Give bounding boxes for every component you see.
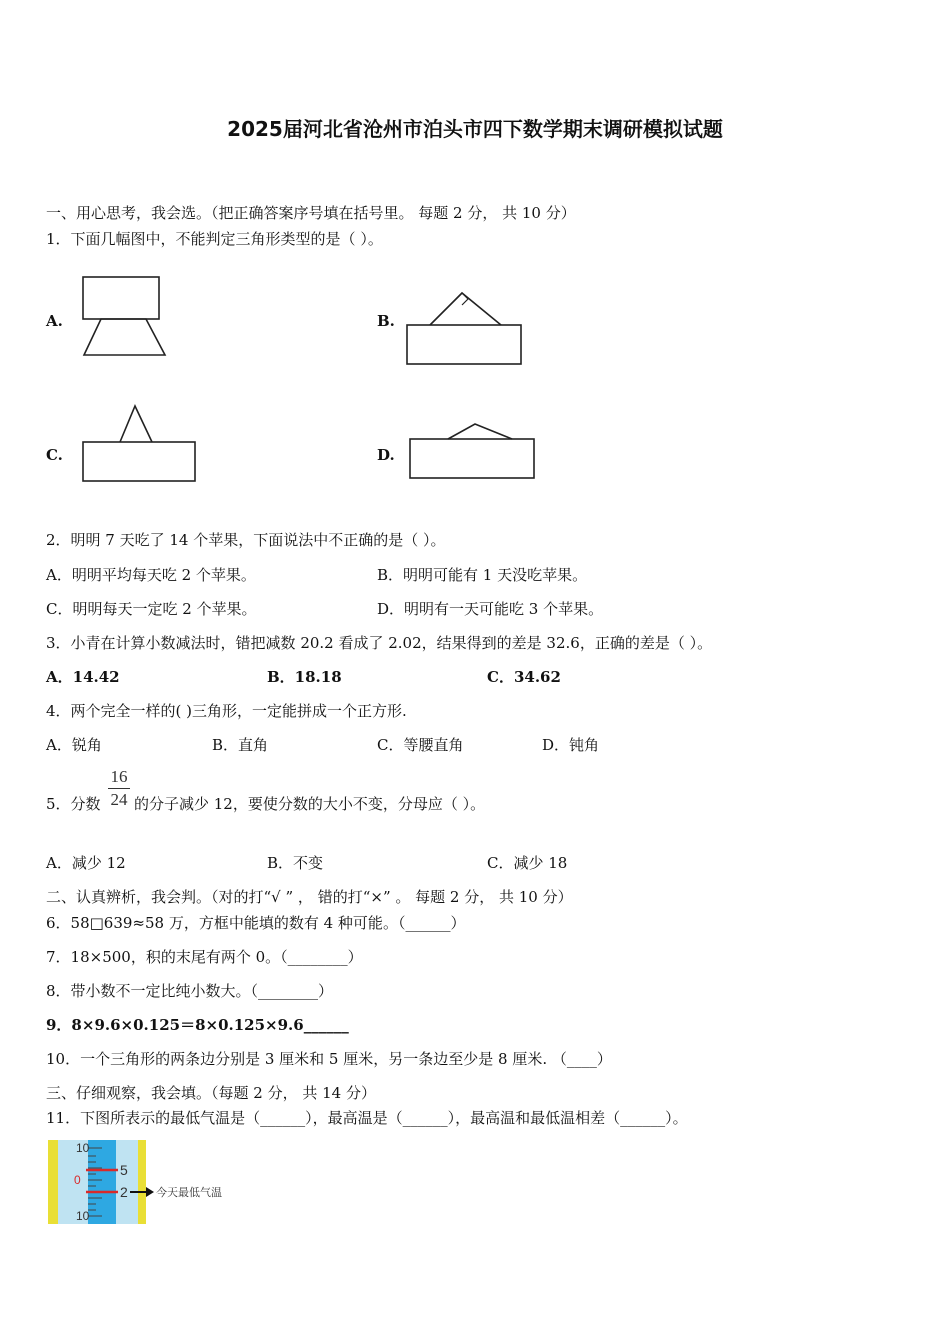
thermo-right-strip — [138, 1140, 146, 1224]
q3-option-c: C．34.62 — [487, 668, 561, 686]
q2-option-c: C．明明每天一定吃 2 个苹果。 — [46, 600, 257, 618]
question-8: 8．带小数不一定比纯小数大。（________） — [46, 982, 334, 1000]
question-11-stem: 11．下图所表示的最低气温是（______），最高温是（______），最高温和最低温相差（______）。 — [46, 1109, 688, 1127]
page-title: 2025届河北省沧州市泊头市四下数学期末调研模拟试题 — [227, 117, 723, 141]
fraction-16-24 — [108, 767, 130, 810]
question-3-stem: 3．小青在计算小数减法时，错把减数 20.2 看成了 2.02，结果得到的差是 32.6，正确的差是（ ）。 — [46, 634, 713, 652]
thermo-caption: 今天最低气温 — [156, 1186, 222, 1199]
thermometer-figure — [46, 1140, 236, 1224]
thermo-tube — [88, 1140, 116, 1224]
thermo-bottom-label: 10 — [76, 1209, 90, 1223]
question-6: 6．58□639≈58 万，方框中能填的数有 4 种可能。（______） — [46, 914, 466, 932]
q2-option-a: A．明明平均每天吃 2 个苹果。 — [46, 566, 256, 584]
thermo-right-panel — [116, 1140, 138, 1224]
q4-option-b: B．直角 — [212, 736, 269, 754]
fraction-numerator: 16 — [110, 767, 128, 786]
q1-figure-a — [76, 270, 176, 365]
thermo-high-label: 5 — [120, 1162, 128, 1178]
q3-option-b: B．18.18 — [267, 668, 342, 686]
q5-option-c: C．减少 18 — [487, 854, 568, 872]
question-2-stem: 2．明明 7 天吃了 14 个苹果，下面说法中不正确的是（ ）。 — [46, 531, 446, 549]
q1-figure-c — [76, 400, 206, 490]
q1-figure-d — [402, 415, 542, 487]
q1-figure-b — [400, 255, 530, 370]
q4-option-a: A．锐角 — [46, 736, 102, 754]
q5-option-b: B．不变 — [267, 854, 324, 872]
q1-option-c-label: C. — [46, 446, 63, 464]
q2-option-d: D．明明有一天可能吃 3 个苹果。 — [377, 600, 604, 618]
section-1-heading: 一、用心思考，我会选。（把正确答案序号填在括号里。 每题 2 分， 共 10 分） — [46, 204, 576, 222]
question-4-stem: 4．两个完全一样的( )三角形，一定能拼成一个正方形. — [46, 702, 407, 720]
question-10: 10．一个三角形的两条边分别是 3 厘米和 5 厘米，另一条边至少是 8 厘米. （____） — [46, 1050, 612, 1068]
thermo-left-strip — [48, 1140, 58, 1224]
fraction-denominator: 24 — [110, 790, 128, 809]
q4-option-c: C．等腰直角 — [377, 736, 464, 754]
q1-option-a-label: A. — [46, 312, 63, 330]
q2-option-b: B．明明可能有 1 天没吃苹果。 — [377, 566, 588, 584]
thermo-zero-label: 0 — [74, 1173, 81, 1187]
q3-option-a: A．14.42 — [46, 668, 120, 686]
section-2-heading: 二、认真辨析，我会判。（对的打“√ ” ， 错的打“×” 。 每题 2 分， 共 10 分） — [46, 888, 573, 906]
thermo-top-label: 10 — [76, 1141, 90, 1155]
fraction-bar — [108, 788, 130, 789]
q5-option-a: A．减少 12 — [46, 854, 126, 872]
q1-option-b-label: B. — [377, 312, 395, 330]
question-9: 9．8×9.6×0.125＝8×0.125×9.6______ — [46, 1016, 349, 1034]
question-7: 7．18×500，积的末尾有两个 0。（________） — [46, 948, 363, 966]
question-5-stem-start: 5．分数 — [46, 795, 101, 813]
question-1-stem: 1．下面几幅图中，不能判定三角形类型的是（ ）。 — [46, 230, 383, 248]
thermo-low-label: 2 — [120, 1184, 128, 1200]
section-3-heading: 三、仔细观察，我会填。（每题 2 分， 共 14 分） — [46, 1084, 376, 1102]
q4-option-d: D．钝角 — [542, 736, 600, 754]
q1-option-d-label: D. — [377, 446, 395, 464]
arrow-right-icon — [146, 1187, 154, 1197]
question-5-stem-end: 的分子减少 12，要使分数的大小不变，分母应（ ）。 — [134, 795, 486, 813]
